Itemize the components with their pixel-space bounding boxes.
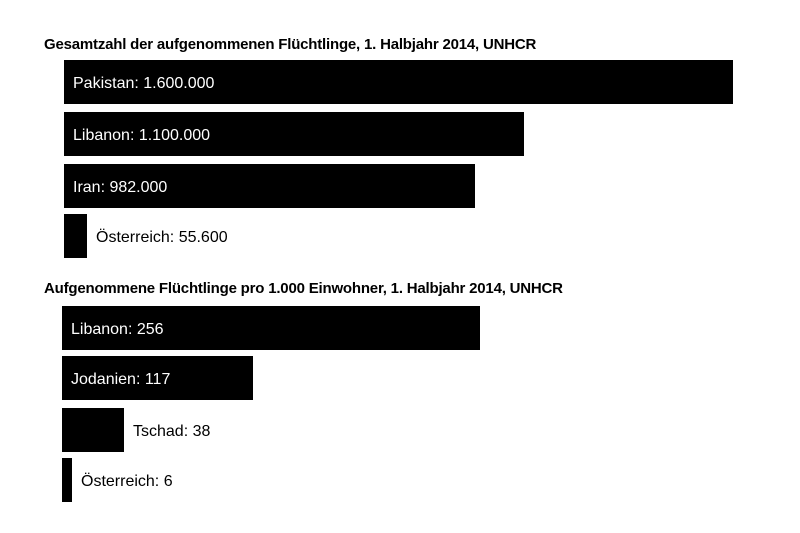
- bar-label-1-2: Libanon: 1.100.000: [73, 127, 211, 144]
- bar-2-4: [62, 458, 72, 502]
- bar-label-2-2: Jodanien: 117: [71, 371, 171, 388]
- bar-label-1-3: Iran: 982.000: [73, 179, 168, 196]
- bar-label-2-4: Österreich: 6: [81, 473, 173, 490]
- bar-2-3: [62, 408, 124, 452]
- chart-title-per-1000: Aufgenommene Flüchtlinge pro 1.000 Einwohner, 1. Halbjahr 2014, UNHCR: [44, 280, 563, 297]
- bar-label-1-1: Pakistan: 1.600.000: [73, 75, 215, 92]
- bar-label-1-4: Österreich: 55.600: [96, 229, 228, 246]
- chart-title-total: Gesamtzahl der aufgenommenen Flüchtlinge, 1. Halbjahr 2014, UNHCR: [44, 36, 537, 53]
- bar-1-4: [64, 214, 87, 258]
- bar-label-2-1: Libanon: 256: [71, 321, 164, 338]
- bar-label-2-3: Tschad: 38: [133, 423, 211, 440]
